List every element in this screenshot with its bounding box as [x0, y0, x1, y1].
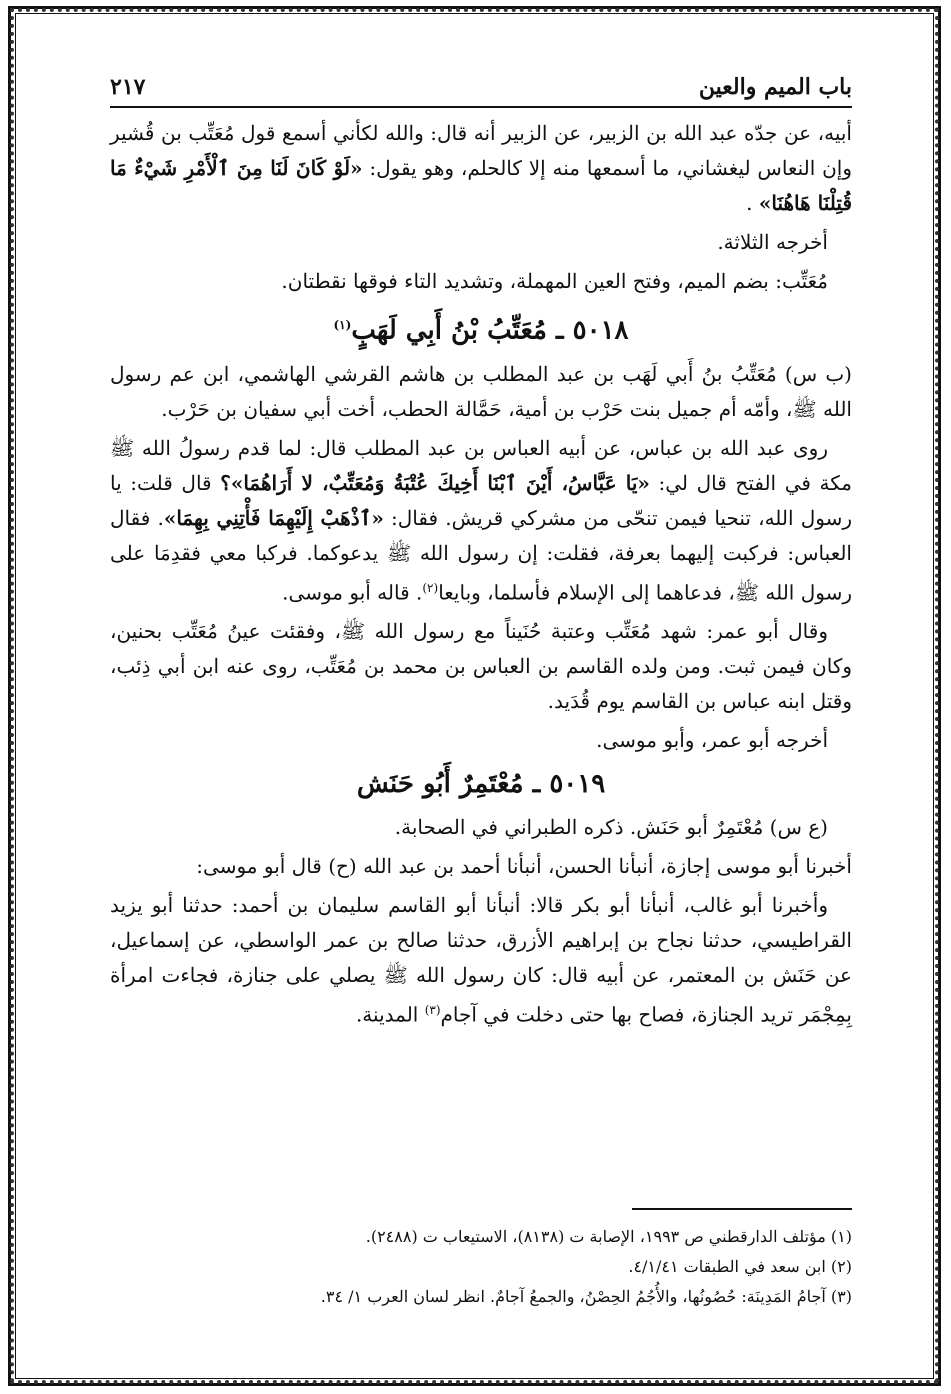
hadith-quote: «ٱذْهَبْ إِلَيْهِمَا فَأْتِنِي بِهِمَا» — [163, 505, 384, 530]
paragraph: أبيه، عن جدّه عبد الله بن الزبير، عن الزبير أنه قال: والله لكأني أسمع قول مُعَتِّب بن قُشير وإن النعاس ليغشاني، ما أسمعها منه إلا كالحلم، وهو يقول: «لَوْ كَانَ لَنَا مِنَ ٱلْأَمْرِ شَيْءٌ مَا قُتِلْنَا هَاهُنَا» . — [110, 121, 852, 215]
footnote-ref: (١) — [333, 318, 352, 332]
paragraph: وأخبرنا أبو غالب، أنبأنا أبو بكر قالا: أنبأنا أبو القاسم سليمان بن أحمد: حدثنا أبو يزيد القراطيسي، حدثنا نجاح بن إبراهيم الأزرق، حدثنا صالح بن عمر الواسطي، عن إسماعيل، عن حَنَش بن المعتمر، عن أبيه قال: كان رسول الله ﷺ يصلي على جنازة، فجاءت امرأة بِمِجْمَر تريد الجنازة، فصاح بها حتى دخلت في آجام$^{(٣)}$ المدينة. — [110, 893, 852, 1027]
footnote-2: (٢) ابن سعد في الطبقات ٤/١/٤١. — [628, 1257, 852, 1276]
paragraph: أخرجه أبو عمر، وأبو موسى. — [596, 728, 828, 753]
entry-heading-5019: ٥٠١٩ ـ مُعْتَمِرٌ أَبُو حَنَش — [356, 769, 606, 800]
page-body — [110, 116, 852, 1033]
page-header — [110, 60, 852, 108]
footnote-divider — [632, 1208, 852, 1210]
footnote-1: (١) مؤتلف الدارقطني ص ١٩٩٣، الإصابة ت (٨١٣٨)، الاستيعاب ت (٢٤٨٨). — [365, 1227, 852, 1246]
paragraph: (ب س) مُعَتِّبُ بنُ أَبي لَهَب بن عبد المطلب بن هاشم القرشي الهاشمي، ابن عم رسول الله ﷺ، وأمّه أم جميل بنت حَرْب بن أمية، حَمَّالة الحطب، أخت أبي سفيان بن حَرْب. — [110, 361, 852, 421]
page-number: ٢١٧ — [110, 74, 146, 100]
paragraph: وقال أبو عمر: شهد مُعَتِّب وعتبة حُنَيناً مع رسول الله ﷺ، وفقئت عينُ مُعَتِّب بحنين، وكان فيمن ثبت. ومن ولده القاسم بن العباس بن محمد بن مُعَتِّب، روى عنه ابن أبي ذِئب، وقتل ابنه عباس بن القاسم يوم قُدَيد. — [110, 619, 852, 714]
quran-quote: «لَوْ كَانَ لَنَا مِنَ ٱلْأَمْرِ شَيْءٌ مَا قُتِلْنَا هَاهُنَا» — [110, 156, 852, 215]
running-title: باب الميم والعين — [698, 74, 852, 100]
paragraph: أخرجه الثلاثة. — [717, 230, 828, 254]
hadith-quote: «يَا عَبَّاسُ، أَيْنَ ٱبْنَا أَخِيكَ عُتْبَةُ وَمُعَتِّبٌ، لا أَرَاهُمَا»؟ — [220, 470, 650, 495]
entry-heading-5018: ٥٠١٨ ـ مُعَتِّبُ بْنُ أَبِي لَهَبٍ$^{(١)}$ — [333, 315, 629, 346]
paragraph: أخبرنا أبو موسى إجازة، أنبأنا الحسن، أنبأنا أحمد بن عبد الله (ح) قال أبو موسى: — [196, 854, 852, 879]
footnote-ref: (٣) — [424, 1003, 441, 1018]
book-page — [110, 60, 852, 1350]
paragraph: روى عبد الله بن عباس، عن أبيه العباس بن عبد المطلب قال: لما قدم رسولُ الله ﷺ مكة في الفتح قال لي: «يَا عَبَّاسُ، أَيْنَ ٱبْنَا أَخِيكَ عُتْبَةُ وَمُعَتِّبٌ، لا أَرَاهُمَا»؟ قال قلت: يا رسول الله، تنحيا فيمن تنحّى من مشركي قريش. فقال: «ٱذْهَبْ إِلَيْهِمَا فَأْتِنِي بِهِمَا». فقال العباس: فركبت إليهما بعرفة، فقلت: إن رسول الله ﷺ يدعوكما. فركبا معي فقدِمَا على رسول الله ﷺ، فدعاهما إلى الإسلام فأسلما، وبايعا$^{(٢)}$. قاله أبو موسى. — [110, 435, 853, 605]
footnote-3: (٣) آجامُ المَدِينَة: حُصُونُها، والأُجُمُ الحِصْنُ، والجمعُ آجامٌ. انظر لسان العرب ١/ ٣٤. — [320, 1287, 852, 1306]
footnote-ref: (٢) — [422, 580, 439, 595]
paragraph: مُعَتِّب: بضم الميم، وفتح العين المهملة، وتشديد التاء فوقها نقطتان. — [281, 269, 828, 293]
footnotes — [110, 1222, 852, 1312]
paragraph: (ع س) مُعْتَمِرٌ أبو حَنَش. ذكره الطبراني في الصحابة. — [394, 815, 828, 840]
